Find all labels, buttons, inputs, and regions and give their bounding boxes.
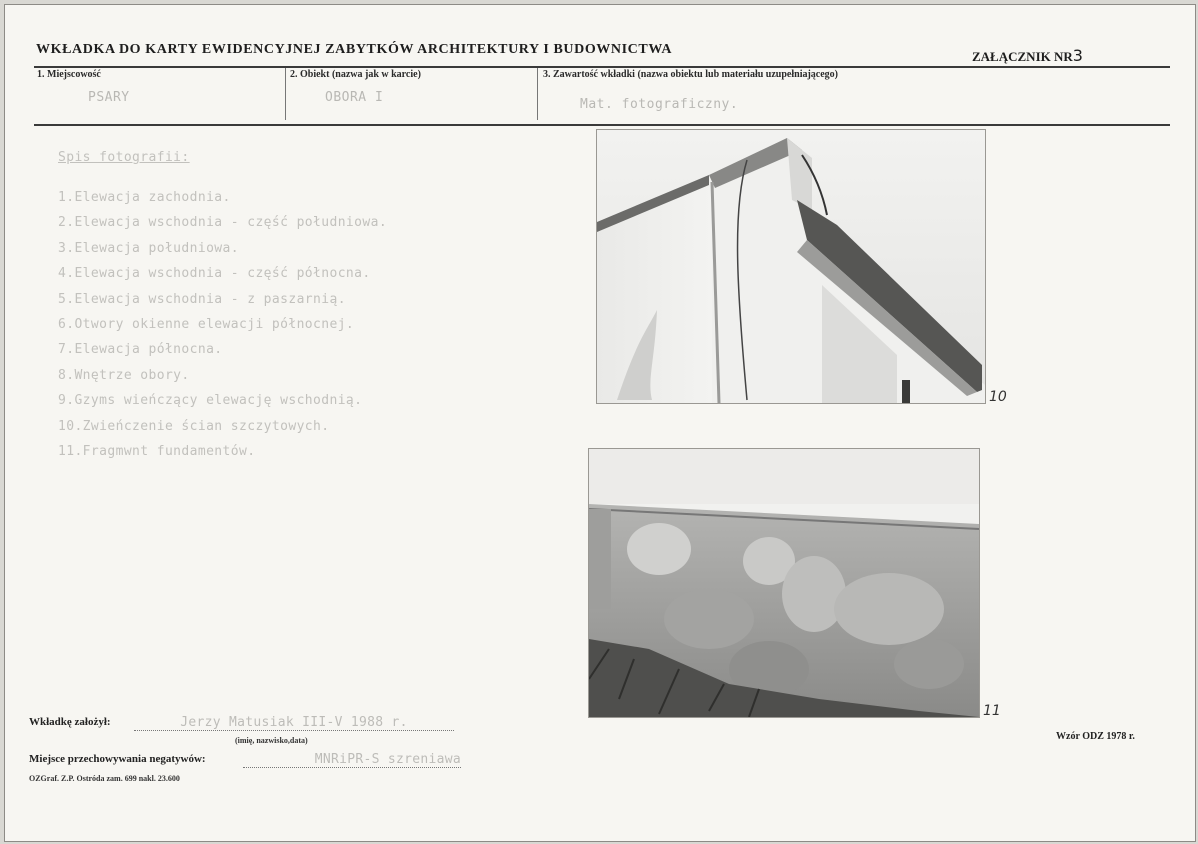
locality-label: 1. Miejscowość	[37, 69, 101, 80]
locality-value: PSARY	[88, 90, 130, 105]
list-item: 11.Fragmwnt fundamentów.	[58, 443, 256, 459]
photo-foundation-image	[589, 449, 979, 717]
photo-number-10: 10	[989, 389, 1007, 405]
created-by-hint: (imię, nazwisko,data)	[235, 736, 308, 745]
list-item: 5.Elewacja wschodnia - z paszarnią.	[58, 291, 346, 307]
photo-gable-corner	[597, 130, 985, 403]
photo-foundation	[589, 449, 979, 717]
list-item: 1.Elewacja zachodnia.	[58, 190, 231, 205]
photo-list-title: Spis fotografii:	[58, 150, 190, 165]
photo-gable-image	[597, 130, 985, 403]
object-value: OBORA I	[325, 90, 384, 105]
template-note: Wzór ODZ 1978 r.	[1056, 731, 1135, 742]
field-divider-2	[537, 68, 538, 120]
list-item: 8.Wnętrze obory.	[58, 367, 190, 383]
photo-list	[58, 190, 387, 469]
attachment-number	[972, 46, 1083, 65]
created-by-label: Wkładkę założył:	[29, 716, 111, 728]
list-item: 10.Zwieńczenie ścian szczytowych.	[58, 418, 330, 434]
printer-note: OZGraf. Z.P. Ostróda zam. 699 nakl. 23.600	[29, 774, 180, 783]
object-label: 2. Obiekt (nazwa jak w karcie)	[290, 69, 421, 80]
contents-value: Mat. fotograficzny.	[580, 97, 739, 112]
contents-label: 3. Zawartość wkładki (nazwa obiektu lub materiału uzupełniającego)	[543, 69, 839, 80]
header-rule-bottom	[34, 124, 1170, 126]
list-item: 9.Gzyms wieńczący elewację wschodnią.	[58, 393, 363, 409]
list-item: 7.Elewacja północna.	[58, 342, 223, 358]
attachment-label: ZAŁĄCZNIK NR	[972, 49, 1073, 64]
negatives-value: MNRiPR-S szreniawa	[243, 752, 461, 768]
header-rule-top	[34, 66, 1170, 68]
list-item: 3.Elewacja południowa.	[58, 240, 239, 256]
created-by-value: Jerzy Matusiak III-V 1988 r.	[134, 715, 454, 731]
list-item: 6.Otwory okienne elewacji północnej.	[58, 316, 355, 332]
form-title: WKŁADKA DO KARTY EWIDENCYJNEJ ZABYTKÓW ARCHITEKTURY I BUDOWNICTWA	[36, 42, 673, 57]
attachment-number-value: 3	[1072, 46, 1083, 65]
list-item: 4.Elewacja wschodnia - część północna.	[58, 266, 371, 282]
field-divider-1	[285, 68, 286, 120]
negatives-label: Miejsce przechowywania negatywów:	[29, 753, 206, 765]
list-item: 2.Elewacja wschodnia - część południowa.	[58, 215, 388, 231]
photo-number-11: 11	[983, 703, 1001, 719]
